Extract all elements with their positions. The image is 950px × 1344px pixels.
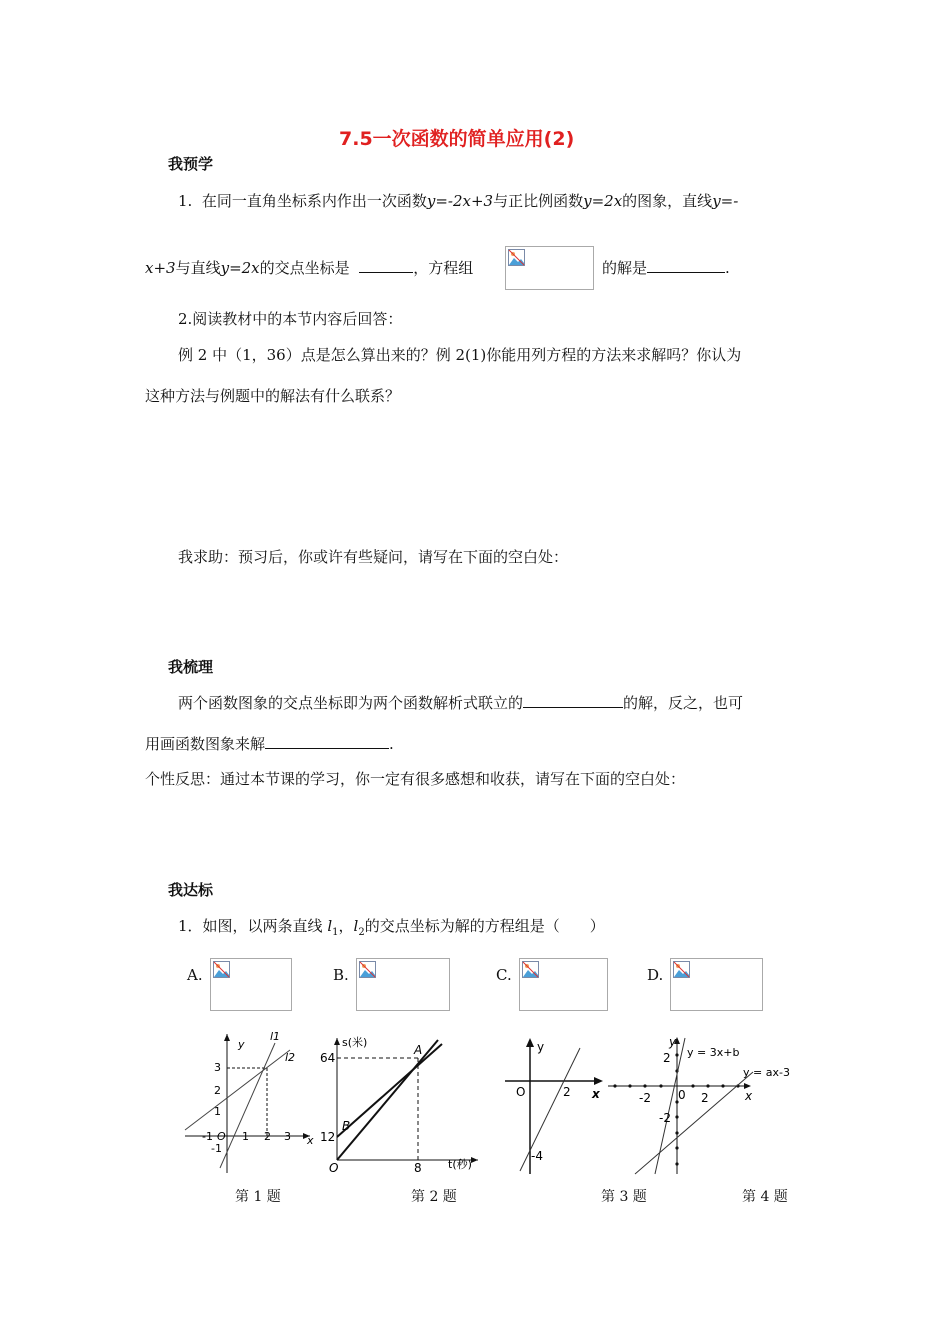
- broken-image-icon: [508, 249, 525, 266]
- preview-help: 我求助：预习后，你或许有些疑问，请写在下面的空白处：: [178, 548, 569, 566]
- fig3-origin: O: [516, 1085, 526, 1099]
- formula-1: y=-2x+3: [426, 192, 494, 210]
- fig1-line-l2: [185, 1050, 290, 1130]
- organize-line2: [145, 733, 394, 754]
- answer-blank-solution[interactable]: [647, 258, 725, 273]
- q1-text-f: ，方程组: [413, 259, 474, 277]
- fig2-t-label: t(秒): [448, 1158, 472, 1171]
- reflection-prompt: 个性反思：通过本节课的学习，你一定有很多感想和收获，请写在下面的空白处：: [145, 770, 686, 788]
- broken-image-icon: [673, 961, 690, 978]
- fig3-y-arrow: [526, 1038, 534, 1047]
- formula-2: y=2x: [583, 192, 623, 210]
- section-heading-practice: 我达标: [168, 881, 214, 899]
- fig3-x-arrow: [594, 1077, 603, 1085]
- formula-5: y=2x: [220, 259, 260, 277]
- caption-fig3: 第 3 题: [601, 1189, 647, 1205]
- answer-blank-intersection[interactable]: [359, 258, 413, 273]
- fig3-tick-m4: -4: [531, 1149, 543, 1163]
- caption-fig1: 第 1 题: [235, 1189, 281, 1205]
- fig2-tick-64: 64: [320, 1051, 336, 1065]
- option-d-label: D.: [647, 966, 664, 984]
- fig1-origin: O: [217, 1130, 226, 1143]
- fig3-y-label: y: [537, 1040, 545, 1054]
- figure-4: [603, 1034, 793, 1179]
- preview-q1-line2-a: [145, 257, 473, 278]
- fig4-x-label: x: [745, 1089, 753, 1103]
- fig1-tick-2: 2: [214, 1084, 221, 1097]
- option-d-image[interactable]: [670, 958, 763, 1011]
- fig1-y-m1: -1: [211, 1142, 222, 1155]
- preview-q2-line1: 2.阅读教材中的本节内容后回答：: [178, 310, 403, 328]
- page-title: 7.5一次函数的简单应用(2): [339, 128, 575, 150]
- fig2-x-arrow: [471, 1157, 478, 1163]
- fig2-tick-12: 12: [320, 1130, 336, 1144]
- caption-fig2: 第 2 题: [411, 1189, 457, 1205]
- figure-3: [500, 1036, 608, 1176]
- separator: ，: [338, 917, 354, 935]
- q1-text-e: 的交点坐标是: [259, 259, 350, 277]
- fig2-point-b: B: [342, 1119, 351, 1133]
- q1-text-b: 与正比例函数: [493, 192, 584, 210]
- fig3-x-label: x: [592, 1087, 600, 1101]
- line-l2-sub: 2: [358, 927, 365, 938]
- line-l1-sub: 1: [332, 927, 339, 938]
- answer-blank-solve[interactable]: [265, 734, 389, 749]
- organize-text-c: 用画函数图象来解: [145, 735, 266, 753]
- formula-4: x+3: [145, 259, 176, 277]
- fig4-tick-m2y: -2: [659, 1111, 671, 1125]
- preview-q1-line2-b: [602, 257, 730, 278]
- fig2-y-arrow: [334, 1038, 340, 1045]
- option-b-label: B.: [333, 966, 349, 984]
- fig2-tick-8: 8: [414, 1161, 422, 1175]
- line-l2-label: l: [353, 917, 359, 935]
- fig4-y-label: y: [669, 1035, 677, 1049]
- option-c-image[interactable]: [519, 958, 608, 1011]
- option-c-label: C.: [496, 966, 512, 984]
- q1-number: 1.: [178, 192, 193, 210]
- preview-q2-line2: 例 2 中（1，36）点是怎么算出来的？例 2(1)你能用列方程的方法来求解吗？你认为: [178, 346, 742, 364]
- formula-3: y=-: [712, 192, 739, 210]
- broken-image-icon: [213, 961, 230, 978]
- period: .: [389, 735, 394, 753]
- preview-q1-line1: [178, 190, 738, 211]
- fig1-l1-label: l1: [270, 1030, 281, 1043]
- figure-2: [320, 1030, 485, 1178]
- practice-text-b: 的交点坐标为解的方程组是（ ）: [364, 917, 605, 935]
- fig4-tick-2y: 2: [663, 1051, 671, 1065]
- figure-1: [180, 1028, 320, 1178]
- organize-line1: [178, 692, 743, 713]
- q1-text-a: 在同一直角坐标系内作出一次函数: [201, 192, 427, 210]
- fig1-x-label: x: [307, 1134, 314, 1147]
- q1-text-c: 的图象，直线: [622, 192, 713, 210]
- broken-image-icon: [522, 961, 539, 978]
- fig1-x1: 1: [242, 1130, 249, 1143]
- fig3-tick-2: 2: [563, 1085, 571, 1099]
- q1-text-d: 与直线: [175, 259, 221, 277]
- organize-text-a: 两个函数图象的交点坐标即为两个函数解析式联立的: [178, 694, 524, 712]
- fig2-point-a: A: [414, 1043, 423, 1057]
- fig4-eq2: y = ax-3: [743, 1066, 790, 1079]
- broken-image-icon: [359, 961, 376, 978]
- fig1-tick-1: 1: [214, 1105, 221, 1118]
- practice-q1: [178, 915, 605, 938]
- answer-blank-system[interactable]: [523, 693, 623, 708]
- fig1-y-label: y: [238, 1038, 245, 1051]
- fig1-tick-m1: -1: [202, 1130, 213, 1143]
- fig1-x2: 2: [264, 1130, 271, 1143]
- period: .: [725, 259, 730, 277]
- fig2-origin: O: [329, 1161, 339, 1175]
- q1-text-g: 的解是: [602, 259, 648, 277]
- fig4-tick-2x: 2: [701, 1091, 709, 1105]
- fig4-origin: 0: [678, 1088, 686, 1102]
- equation-system-image: [505, 246, 594, 290]
- fig2-s-label: s(米): [342, 1036, 368, 1049]
- fig3-line: [520, 1048, 580, 1171]
- fig4-line-ax-3: [635, 1072, 753, 1174]
- section-heading-preview: 我预学: [168, 155, 214, 173]
- organize-text-b: 的解，反之，也可: [623, 694, 744, 712]
- fig4-eq1: y = 3x+b: [687, 1046, 740, 1059]
- option-a-image[interactable]: [210, 958, 292, 1011]
- fig1-l2-label: l2: [285, 1051, 296, 1064]
- line-l1-label: l: [327, 917, 333, 935]
- option-b-image[interactable]: [356, 958, 450, 1011]
- preview-q2-line3: 这种方法与例题中的解法有什么联系？: [145, 387, 401, 405]
- fig4-tick-m2x: -2: [639, 1091, 651, 1105]
- fig1-y-arrow: [224, 1034, 230, 1041]
- fig1-x3: 3: [284, 1130, 291, 1143]
- caption-fig4: 第 4 题: [742, 1189, 788, 1205]
- option-a-label: A.: [187, 966, 203, 984]
- fig1-tick-3: 3: [214, 1061, 221, 1074]
- section-heading-organize: 我梳理: [168, 658, 214, 676]
- practice-text-a: 1．如图，以两条直线: [178, 917, 323, 935]
